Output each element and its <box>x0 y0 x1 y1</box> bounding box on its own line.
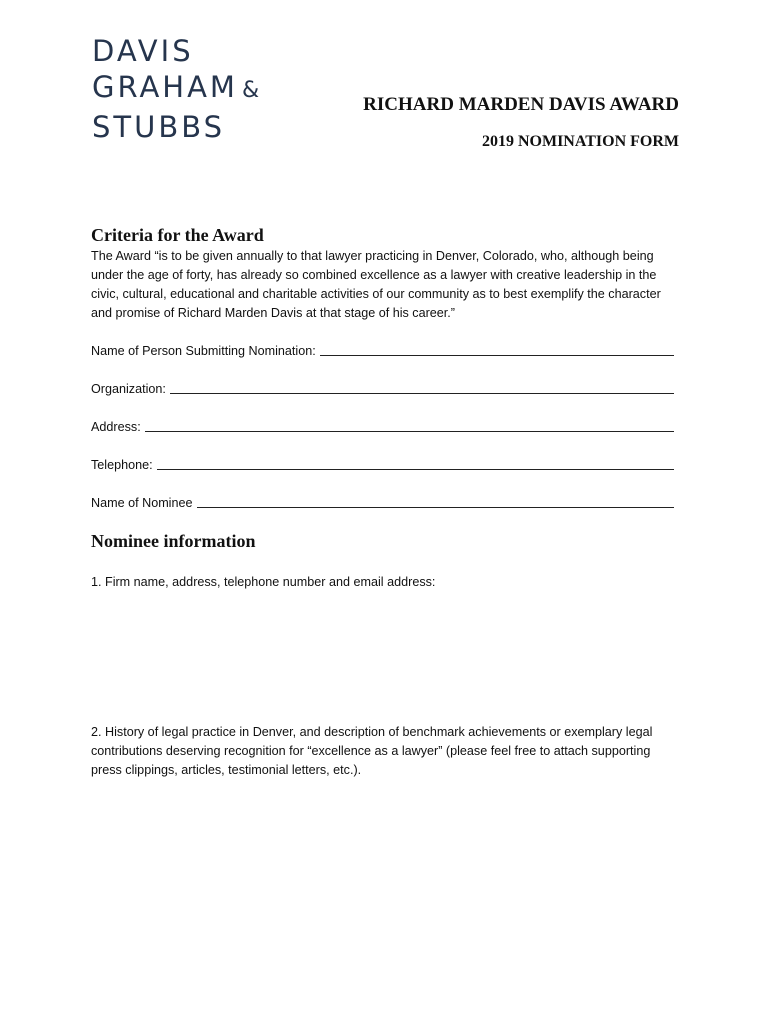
telephone-label: Telephone: <box>91 458 153 472</box>
telephone-field[interactable] <box>91 455 674 473</box>
organization-label: Organization: <box>91 382 166 396</box>
criteria-text: The Award “is to be given annually to that lawyer practicing in Denver, Colorado, who, although being under the age of forty, has already so combined excellence as a lawyer with creative leadership in the civic, cultural, educational and charitable activities of our community as to best exemplify the character and promise of Richard Marden Davis at that stage of his career.” <box>91 249 661 320</box>
logo-line-graham <box>92 69 259 109</box>
address-field[interactable] <box>91 417 674 435</box>
logo-line-davis: DAVIS <box>92 34 194 68</box>
award-title: RICHARD MARDEN DAVIS AWARD <box>363 94 679 115</box>
nominee-heading: Nominee information <box>91 531 256 551</box>
logo-ampersand: & <box>241 78 260 103</box>
submitter-name-field[interactable] <box>91 341 674 359</box>
logo-word-graham: GRAHAM <box>92 70 238 104</box>
submitter-name-line[interactable] <box>320 341 674 356</box>
form-title: 2019 NOMINATION FORM <box>481 133 679 150</box>
address-label: Address: <box>91 420 141 434</box>
address-line[interactable] <box>145 417 674 432</box>
logo-line-stubbs: STUBBS <box>92 110 226 144</box>
nominee-name-label: Name of Nominee <box>91 496 193 510</box>
nominee-name-field[interactable] <box>91 493 674 511</box>
organization-line[interactable] <box>170 379 674 394</box>
submitter-name-label: Name of Person Submitting Nomination: <box>91 344 316 358</box>
question-2: 2. History of legal practice in Denver, and description of benchmark achievements or exemplary legal contributions deserving recognition for “excellence as a lawyer” (please feel free to attach supporting press clippings, articles, testimonial letters, etc.). <box>91 725 653 777</box>
question-1: 1. Firm name, address, telephone number and email address: <box>91 575 436 589</box>
organization-field[interactable] <box>91 379 674 397</box>
nominee-name-line[interactable] <box>197 493 675 508</box>
telephone-line[interactable] <box>157 455 674 470</box>
criteria-heading: Criteria for the Award <box>91 225 264 245</box>
firm-logo <box>92 33 259 145</box>
